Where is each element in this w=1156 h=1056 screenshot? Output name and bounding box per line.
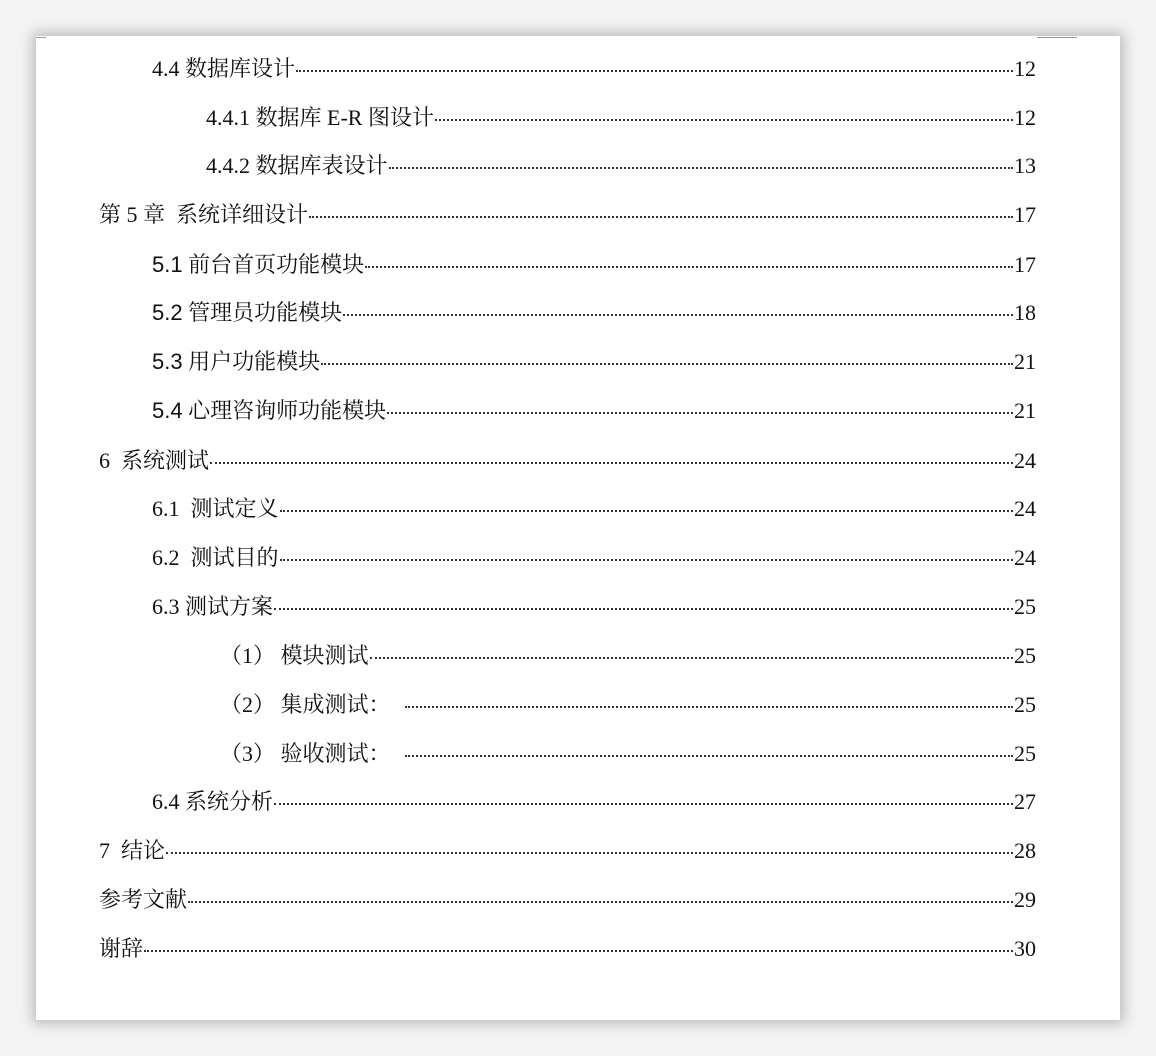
toc-leader-dots: [274, 803, 1013, 805]
toc-entry-4-4-2[interactable]: [206, 151, 1036, 181]
toc-leader-dots: [188, 901, 1013, 903]
toc-page-number: 13: [1014, 153, 1036, 178]
toc-entry-label: 4.4.1 数据库 E-R 图设计: [206, 105, 434, 130]
toc-entry-6-3-3[interactable]: [220, 739, 1036, 769]
toc-entry-chapter-6[interactable]: [99, 446, 1036, 476]
toc-page-number: 24: [1014, 448, 1036, 473]
toc-entry-label: 4.4 数据库设计: [152, 56, 296, 81]
toc-page-number: 17: [1014, 202, 1036, 227]
toc-page-number: 21: [1014, 349, 1036, 374]
toc-leader-dots: [435, 119, 1013, 121]
toc-entry-6-4[interactable]: [152, 787, 1036, 817]
toc-leader-dots: [274, 608, 1013, 610]
toc-entry-6-2[interactable]: [152, 543, 1036, 573]
toc-page-number: 30: [1014, 936, 1036, 961]
toc-entry-5-3[interactable]: [152, 347, 1036, 377]
toc-page-number: 29: [1014, 887, 1036, 912]
toc-entry-label: 6 系统测试: [99, 448, 210, 473]
toc-entry-label: 参考文献: [99, 887, 188, 912]
toc-leader-dots: [280, 559, 1013, 561]
toc-leader-dots: [309, 216, 1013, 218]
toc-entry-label: （2） 集成测试：: [220, 692, 391, 717]
toc-entry-label: （3） 验收测试：: [220, 741, 391, 766]
toc-entry-label: 5.2 管理员功能模块: [152, 300, 343, 325]
toc-entry-label: 5.1 前台首页功能模块: [152, 252, 365, 277]
toc-page-number: 28: [1014, 838, 1036, 863]
toc-leader-dots: [321, 363, 1013, 365]
toc-entry-label: 5.4 心理咨询师功能模块: [152, 398, 387, 423]
toc-entry-4-4[interactable]: [152, 54, 1036, 84]
toc-entry-5-2[interactable]: [152, 298, 1036, 328]
toc-entry-6-1[interactable]: [152, 494, 1036, 524]
toc-entry-label: 6.1 测试定义: [152, 496, 279, 521]
toc-page-number: 24: [1014, 496, 1036, 521]
toc-page-number: 24: [1014, 545, 1036, 570]
toc-entry-label: （1） 模块测试: [220, 643, 369, 668]
document-page: [36, 36, 1120, 1020]
toc-entry-label: 谢辞: [99, 936, 144, 961]
toc-entry-5-1[interactable]: [152, 250, 1036, 280]
toc-page-number: 12: [1014, 105, 1036, 130]
toc-page-number: 21: [1014, 398, 1036, 423]
toc-leader-dots: [210, 462, 1013, 464]
table-of-contents: [36, 36, 1120, 1020]
toc-entry-6-3-1[interactable]: [220, 641, 1036, 671]
toc-entry-references[interactable]: [99, 885, 1036, 915]
toc-entry-4-4-1[interactable]: [206, 103, 1036, 133]
toc-entry-label: 4.4.2 数据库表设计: [206, 153, 388, 178]
toc-leader-dots: [144, 950, 1013, 952]
toc-entry-label: 6.4 系统分析: [152, 789, 274, 814]
toc-leader-dots: [389, 167, 1013, 169]
toc-page-number: 25: [1014, 594, 1036, 619]
toc-leader-dots: [343, 314, 1013, 316]
toc-leader-dots: [387, 412, 1013, 414]
toc-page-number: 25: [1014, 692, 1036, 717]
toc-entry-chapter-5[interactable]: [99, 200, 1036, 230]
toc-leader-dots: [405, 706, 1013, 708]
page-corner-mark-left: [36, 37, 46, 38]
page-corner-mark-right: [1037, 37, 1077, 38]
toc-page-number: 27: [1014, 789, 1036, 814]
toc-entry-label: 6.2 测试目的: [152, 545, 279, 570]
toc-leader-dots: [370, 657, 1013, 659]
toc-entry-label: 6.3 测试方案: [152, 594, 274, 619]
toc-entry-6-3-2[interactable]: [220, 690, 1036, 720]
toc-page-number: 17: [1014, 252, 1036, 277]
toc-page-number: 25: [1014, 643, 1036, 668]
toc-leader-dots: [365, 266, 1013, 268]
toc-entry-label: 5.3 用户功能模块: [152, 349, 321, 374]
toc-page-number: 25: [1014, 741, 1036, 766]
toc-leader-dots: [405, 755, 1013, 757]
toc-entry-5-4[interactable]: [152, 396, 1036, 426]
toc-leader-dots: [296, 70, 1013, 72]
toc-entry-label: 7 结论: [99, 838, 166, 863]
toc-leader-dots: [280, 510, 1013, 512]
toc-page-number: 12: [1014, 56, 1036, 81]
toc-entry-chapter-7[interactable]: [99, 836, 1036, 866]
toc-entry-label: 第 5 章 系统详细设计: [99, 202, 309, 227]
toc-page-number: 18: [1014, 300, 1036, 325]
toc-entry-acknowledgements[interactable]: [99, 934, 1036, 964]
toc-leader-dots: [166, 852, 1013, 854]
toc-entry-6-3[interactable]: [152, 592, 1036, 622]
